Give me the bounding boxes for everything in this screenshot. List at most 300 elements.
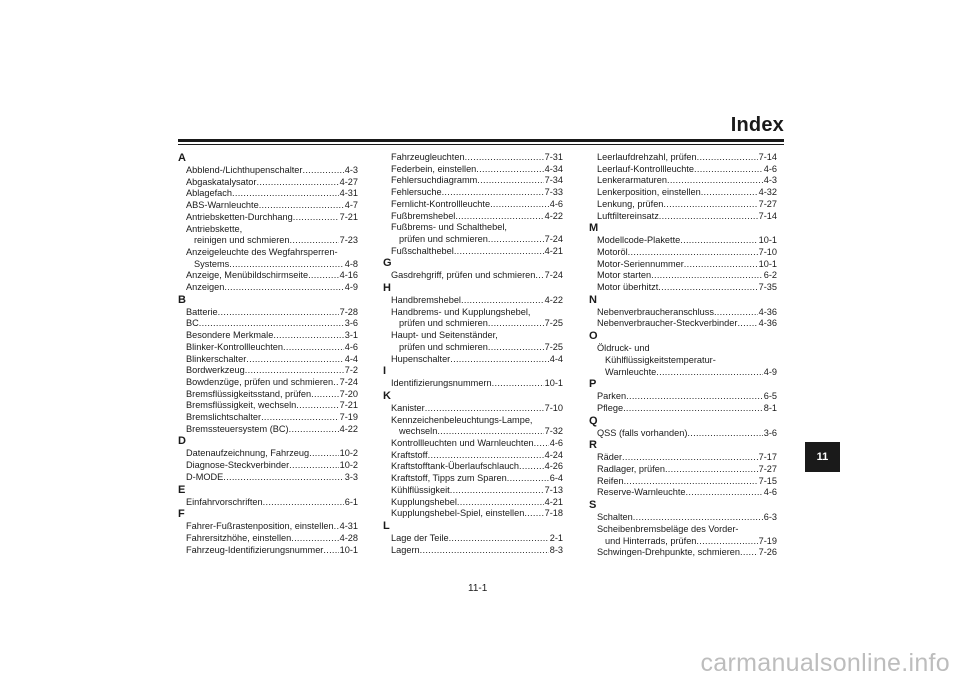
index-letter: B xyxy=(178,293,186,306)
index-entry-heading: Kennzeichenbeleuchtungs-Lampe, xyxy=(391,414,533,425)
index-entry-page: 4-7 xyxy=(344,200,358,211)
index-entry-text: Motor-Seriennummer xyxy=(597,258,684,269)
dot-leader xyxy=(311,389,339,401)
index-entry-page: 6-2 xyxy=(763,270,777,281)
dot-leader xyxy=(263,497,344,509)
page-title: Index xyxy=(730,114,784,136)
index-entry-text: Schwingen-Drehpunkte, schmieren xyxy=(597,547,740,558)
index-entry[interactable] xyxy=(178,212,358,224)
dot-leader xyxy=(290,235,339,247)
index-entry-text: Kupplungshebel xyxy=(391,496,457,507)
index-entry-page: 10-2 xyxy=(339,460,358,471)
dot-leader xyxy=(697,152,758,164)
index-entry[interactable] xyxy=(383,342,563,354)
index-entry[interactable] xyxy=(178,521,358,533)
index-entry[interactable] xyxy=(589,187,777,199)
index-entry[interactable] xyxy=(178,165,358,177)
index-entry[interactable] xyxy=(178,318,358,330)
index-entry-heading: Fußbrems- und Schalthebel, xyxy=(391,222,507,233)
index-entry-page: 4-22 xyxy=(544,210,563,221)
dot-leader xyxy=(308,270,339,282)
index-entry-page: 7-17 xyxy=(758,452,777,463)
index-entry-page: 7-21 xyxy=(339,211,358,222)
index-entry-page: 4-21 xyxy=(544,496,563,507)
index-entry[interactable] xyxy=(178,497,358,509)
index-entry[interactable] xyxy=(589,175,777,187)
index-entry[interactable] xyxy=(589,428,777,440)
dot-leader xyxy=(224,282,343,294)
dot-leader xyxy=(455,211,543,223)
index-entry-text: Anzeigen xyxy=(186,282,225,293)
index-entry-text: Pflege xyxy=(597,402,624,413)
index-entry-text: Parken xyxy=(597,391,627,402)
dot-leader xyxy=(622,452,758,464)
index-entry-text: Reserve-Warnleuchte xyxy=(597,487,686,498)
dot-leader xyxy=(623,403,763,415)
index-entry[interactable] xyxy=(178,424,358,436)
index-entry-text: Antriebsketten-Durchhang xyxy=(186,211,293,222)
dot-leader xyxy=(686,487,763,499)
index-entry-text: Bremssteuersystem (BC) xyxy=(186,423,289,434)
index-entry-page: 2-1 xyxy=(549,532,563,543)
index-entry-page: 4-21 xyxy=(544,245,563,256)
index-entry-page: 4-6 xyxy=(549,198,563,209)
index-column-1 xyxy=(178,152,358,556)
index-entry-text: reinigen und schmieren xyxy=(194,235,290,246)
index-entry-text: Leerlaufdrehzahl, prüfen xyxy=(597,152,697,162)
index-entry-text: BC xyxy=(186,318,199,329)
index-entry[interactable] xyxy=(589,259,777,271)
index-entry-page: 4-6 xyxy=(344,341,358,352)
index-entry-page: 7-35 xyxy=(758,282,777,293)
dot-leader xyxy=(492,378,544,390)
index-entry[interactable] xyxy=(178,177,358,189)
index-entry-heading: Handbrems- und Kupplungshebel, xyxy=(391,306,531,317)
dot-leader xyxy=(450,354,548,366)
dot-leader xyxy=(534,438,549,450)
index-entry-page: 7-24 xyxy=(544,270,563,281)
dot-leader xyxy=(740,547,758,559)
index-entry-page: 4-31 xyxy=(339,188,358,199)
index-entry[interactable] xyxy=(383,461,563,473)
index-entry[interactable] xyxy=(383,485,563,497)
index-entry-heading: Öldruck- und xyxy=(597,343,650,354)
index-entry[interactable] xyxy=(383,234,563,246)
index-entry[interactable] xyxy=(383,295,563,307)
dot-leader xyxy=(229,259,343,271)
dot-leader xyxy=(628,247,758,259)
dot-leader xyxy=(259,200,344,212)
index-entry[interactable] xyxy=(178,377,358,389)
index-entry-text: Ablagefach xyxy=(186,188,232,199)
index-entry-page: 7-18 xyxy=(544,508,563,519)
dot-leader xyxy=(199,318,344,330)
index-entry[interactable] xyxy=(383,270,563,282)
index-entry-text: Batterie xyxy=(186,306,218,317)
index-entry-text: Fehlersuche xyxy=(391,187,442,198)
index-entry-text: Radlager, prüfen xyxy=(597,464,665,475)
index-entry[interactable] xyxy=(589,391,777,403)
dot-leader xyxy=(519,461,544,473)
index-entry-page: 10-1 xyxy=(544,378,563,389)
index-entry-text: Einfahrvorschriften xyxy=(186,496,263,507)
watermark: carmanualsonline.info xyxy=(700,649,950,677)
index-entry-page: 10-1 xyxy=(758,235,777,246)
index-entry-text: Bordwerkzeug xyxy=(186,365,245,376)
dot-leader xyxy=(291,533,338,545)
index-entry-page: 7-19 xyxy=(758,535,777,546)
index-letter: N xyxy=(589,293,597,306)
index-entry-page: 10-1 xyxy=(339,544,358,555)
index-entry-text: Bremsflüssigkeitsstand, prüfen xyxy=(186,388,312,399)
index-letter: A xyxy=(178,152,186,164)
dot-leader xyxy=(476,164,543,176)
index-entry-page: 4-28 xyxy=(339,532,358,543)
dot-leader xyxy=(656,367,762,379)
index-entry[interactable] xyxy=(383,164,563,176)
index-entry-text: Hupenschalter xyxy=(391,353,451,364)
index-entry[interactable] xyxy=(383,473,563,485)
index-entry-page: 4-6 xyxy=(763,163,777,174)
index-entry-text: Abgaskatalysator xyxy=(186,176,257,187)
index-entry-page: 4-26 xyxy=(544,461,563,472)
index-entry-text: Fahrersitzhöhe, einstellen xyxy=(186,532,292,543)
dot-leader xyxy=(684,259,758,271)
dot-leader xyxy=(261,412,339,424)
dot-leader xyxy=(293,212,339,224)
index-entry-text: Lenkung, prüfen xyxy=(597,198,664,209)
index-entry-text: Warnleuchte xyxy=(605,366,657,377)
header-rule-thin xyxy=(178,144,784,145)
index-letter: H xyxy=(383,282,391,295)
index-entry-page: 3-6 xyxy=(763,427,777,438)
dot-leader xyxy=(524,508,543,520)
index-entry-text: Kraftstofftank-Überlaufschlauch xyxy=(391,461,520,472)
index-entry[interactable] xyxy=(383,318,563,330)
index-letter: S xyxy=(589,499,597,512)
index-entry-text: Fußbremshebel xyxy=(391,210,456,221)
index-entry-text: Kanister xyxy=(391,402,425,413)
index-entry-page: 4-22 xyxy=(544,295,563,306)
index-entry-page: 7-32 xyxy=(544,426,563,437)
index-entry[interactable] xyxy=(383,199,563,211)
index-entry[interactable] xyxy=(178,448,358,460)
index-entry-page: 7-23 xyxy=(339,235,358,246)
index-entry-text: Abblend-/Lichthupenschalter xyxy=(186,165,303,175)
index-entry-page: 3-6 xyxy=(344,318,358,329)
index-entry-page: 4-3 xyxy=(763,175,777,186)
index-letter: I xyxy=(383,365,387,378)
index-entry[interactable] xyxy=(383,378,563,390)
index-entry[interactable] xyxy=(383,545,563,557)
dot-leader xyxy=(665,464,758,476)
index-entry-text: Motor überhitzt xyxy=(597,282,659,293)
index-entry[interactable] xyxy=(178,307,358,319)
dot-leader xyxy=(680,235,757,247)
index-entry-heading: Haupt- und Seitenständer, xyxy=(391,330,498,341)
index-entry-page: 7-10 xyxy=(758,246,777,257)
index-entry-page: 7-2 xyxy=(344,365,358,376)
index-entry-text: Blinkerschalter xyxy=(186,353,247,364)
index-entry-text: Kontrollleuchten und Warnleuchten xyxy=(391,438,534,449)
dot-leader xyxy=(624,476,758,488)
index-letter: F xyxy=(178,508,185,521)
index-entry-text: Bremsflüssigkeit, wechseln xyxy=(186,400,297,411)
index-entry[interactable] xyxy=(589,476,777,488)
index-letter: E xyxy=(178,483,186,496)
chapter-tab[interactable]: 11 xyxy=(805,442,840,472)
index-entry[interactable] xyxy=(589,270,777,282)
index-entry-page: 4-4 xyxy=(344,353,358,364)
index-entry-page: 7-14 xyxy=(758,210,777,221)
index-letter: G xyxy=(383,257,392,270)
index-entry[interactable] xyxy=(589,487,777,499)
index-entry-text: Kraftstoff, Tipps zum Sparen xyxy=(391,473,507,484)
dot-leader xyxy=(289,424,339,436)
index-entry-page: 7-33 xyxy=(544,187,563,198)
dot-leader xyxy=(232,188,339,200)
index-letter: Q xyxy=(589,414,598,427)
index-entry-page: 4-16 xyxy=(339,270,358,281)
dot-leader xyxy=(461,295,544,307)
index-entry[interactable] xyxy=(589,403,777,415)
index-entry[interactable] xyxy=(178,389,358,401)
index-entry-page: 7-24 xyxy=(544,233,563,244)
index-entry[interactable] xyxy=(589,282,777,294)
index-entry-text: Luftfiltereinsatz xyxy=(597,210,659,221)
dot-leader xyxy=(626,391,763,403)
index-entry-page: 8-1 xyxy=(763,402,777,413)
index-entry-text: prüfen und schmieren xyxy=(399,233,488,244)
index-entry[interactable] xyxy=(589,247,777,259)
index-entry-heading: Kühlflüssigkeitstemperatur- xyxy=(605,354,716,365)
index-entry-page: 4-9 xyxy=(763,366,777,377)
index-entry-text: Lenkerposition, einstellen xyxy=(597,187,701,198)
dot-leader xyxy=(701,187,758,199)
dot-leader xyxy=(633,512,763,524)
index-entry-page: 7-19 xyxy=(339,412,358,423)
index-entry[interactable] xyxy=(589,536,777,548)
index-entry-text: D-MODE xyxy=(186,471,224,482)
index-entry-text: wechseln xyxy=(399,426,438,437)
index-entry[interactable] xyxy=(383,533,563,545)
dot-leader xyxy=(420,545,549,557)
index-entry-page: 6-3 xyxy=(763,512,777,523)
dot-leader xyxy=(428,450,544,462)
index-entry[interactable] xyxy=(589,367,777,379)
index-entry-page: 4-22 xyxy=(339,423,358,434)
index-entry-text: Kraftstoff xyxy=(391,449,428,460)
index-entry-page: 4-32 xyxy=(758,187,777,198)
index-entry[interactable] xyxy=(178,330,358,342)
index-entry[interactable] xyxy=(178,200,358,212)
index-entry-text: Fehlersuchdiagramm xyxy=(391,175,478,186)
index-entry-text: Besondere Merkmale xyxy=(186,330,274,341)
index-letter: R xyxy=(589,439,597,452)
index-entry-text: Leerlauf-Kontrollleuchte xyxy=(597,163,695,174)
index-entry-page: 4-36 xyxy=(758,318,777,329)
index-entry-page: 7-28 xyxy=(339,306,358,317)
index-entry-page: 7-31 xyxy=(544,152,563,162)
index-letter: O xyxy=(589,330,598,343)
index-entry[interactable] xyxy=(383,508,563,520)
index-entry[interactable] xyxy=(178,533,358,545)
index-entry-page: 4-9 xyxy=(344,282,358,293)
index-entry[interactable] xyxy=(589,464,777,476)
index-entry-text: QSS (falls vorhanden) xyxy=(597,427,688,438)
index-entry[interactable] xyxy=(178,400,358,412)
index-entry-page: 4-6 xyxy=(763,487,777,498)
index-entry[interactable] xyxy=(383,175,563,187)
dot-leader xyxy=(663,199,757,211)
index-entry[interactable] xyxy=(589,235,777,247)
dot-leader xyxy=(437,426,543,438)
index-entry[interactable] xyxy=(589,199,777,211)
index-entry-page: 7-13 xyxy=(544,484,563,495)
dot-leader xyxy=(246,354,343,366)
index-letter: L xyxy=(383,519,390,532)
index-entry[interactable] xyxy=(383,438,563,450)
index-entry[interactable] xyxy=(178,365,358,377)
dot-leader xyxy=(296,400,338,412)
index-entry-text: Räder xyxy=(597,452,623,463)
index-entry[interactable] xyxy=(178,412,358,424)
dot-leader xyxy=(714,307,758,319)
index-entry-text: Systems xyxy=(194,258,230,269)
dot-leader xyxy=(457,497,544,509)
index-entry-page: 6-5 xyxy=(763,391,777,402)
index-entry[interactable] xyxy=(383,497,563,509)
index-entry[interactable] xyxy=(383,450,563,462)
index-entry[interactable] xyxy=(178,460,358,472)
dot-leader xyxy=(535,270,543,282)
index-entry-text: Gasdrehgriff, prüfen und schmieren xyxy=(391,270,536,281)
index-entry-text: Fahrzeugleuchten xyxy=(391,152,465,162)
index-entry-page: 10-2 xyxy=(339,448,358,459)
index-column-2 xyxy=(383,152,563,556)
index-entry-heading: Antriebskette, xyxy=(186,223,243,234)
dot-leader xyxy=(694,164,763,176)
index-entry[interactable] xyxy=(589,164,777,176)
index-entry-page: 3-1 xyxy=(344,330,358,341)
index-entry-page: 7-15 xyxy=(758,475,777,486)
index-entry[interactable] xyxy=(178,282,358,294)
index-letter: P xyxy=(589,378,597,391)
index-entry[interactable] xyxy=(589,318,777,330)
index-entry-text: Federbein, einstellen xyxy=(391,163,477,174)
index-entry[interactable] xyxy=(178,545,358,557)
dot-leader xyxy=(659,211,758,223)
index-entry-page: 3-3 xyxy=(344,471,358,482)
index-entry[interactable] xyxy=(589,307,777,319)
index-entry-text: Datenaufzeichnung, Fahrzeug xyxy=(186,448,310,459)
index-entry[interactable] xyxy=(589,452,777,464)
index-letter: M xyxy=(589,222,599,235)
index-entry-text: Modellcode-Plakette xyxy=(597,235,681,246)
index-entry[interactable] xyxy=(383,152,563,164)
dot-leader xyxy=(490,199,549,211)
index-entry[interactable] xyxy=(178,270,358,282)
index-entry-page: 4-3 xyxy=(344,165,358,175)
index-entry-text: Nebenverbraucher-Steckverbinder xyxy=(597,318,738,329)
dot-leader xyxy=(488,234,544,246)
dot-leader xyxy=(687,428,762,440)
index-entry[interactable] xyxy=(178,235,358,247)
dot-leader xyxy=(442,187,544,199)
dot-leader xyxy=(488,318,544,330)
dot-leader xyxy=(245,365,344,377)
page-number: 11-1 xyxy=(468,583,488,594)
index-entry[interactable] xyxy=(178,354,358,366)
index-entry[interactable] xyxy=(383,187,563,199)
index-entry[interactable] xyxy=(589,211,777,223)
dot-leader xyxy=(696,536,757,548)
index-entry-page: 6-1 xyxy=(344,496,358,507)
index-entry[interactable] xyxy=(383,354,563,366)
index-entry-text: Lenkerarmaturen xyxy=(597,175,667,186)
index-entry-text: prüfen und schmieren xyxy=(399,341,488,352)
dot-leader xyxy=(256,177,338,189)
index-entry-page: 7-20 xyxy=(339,388,358,399)
index-entry-page: 7-10 xyxy=(544,402,563,413)
index-entry[interactable] xyxy=(589,547,777,559)
index-entry[interactable] xyxy=(178,188,358,200)
index-entry-text: Motoröl xyxy=(597,246,628,257)
index-entry[interactable] xyxy=(383,246,563,258)
index-entry[interactable] xyxy=(589,152,777,164)
index-entry-text: Lagern xyxy=(391,544,420,555)
index-entry[interactable] xyxy=(383,211,563,223)
index-entry-text: Fahrer-Fußrastenposition, einstellen xyxy=(186,521,334,532)
index-entry-text: Fernlicht-Kontrollleuchte xyxy=(391,198,491,209)
index-entry[interactable] xyxy=(589,512,777,524)
index-entry[interactable] xyxy=(383,426,563,438)
index-entry-text: Reifen xyxy=(597,475,624,486)
index-entry-page: 7-24 xyxy=(339,376,358,387)
dot-leader xyxy=(454,246,544,258)
index-entry-page: 7-27 xyxy=(758,464,777,475)
index-entry-page: 7-26 xyxy=(758,547,777,558)
index-entry-page: 4-4 xyxy=(549,353,563,364)
index-entry-page: 7-27 xyxy=(758,198,777,209)
index-entry-text: Bowdenzüge, prüfen und schmieren xyxy=(186,376,334,387)
dot-leader xyxy=(477,175,543,187)
index-entry-page: 7-25 xyxy=(544,341,563,352)
dot-leader xyxy=(283,342,344,354)
index-letter: K xyxy=(383,389,391,402)
index-entry-page: 10-1 xyxy=(758,258,777,269)
dot-leader xyxy=(737,318,757,330)
index-entry[interactable] xyxy=(383,403,563,415)
dot-leader xyxy=(302,165,343,177)
index-entry-text: Nebenverbraucheranschluss xyxy=(597,306,714,317)
dot-leader xyxy=(323,545,338,557)
index-entry-text: Identifizierungsnummern xyxy=(391,378,492,389)
index-entry-text: und Hinterrads, prüfen xyxy=(605,535,697,546)
dot-leader xyxy=(667,175,763,187)
index-entry[interactable] xyxy=(178,259,358,271)
dot-leader xyxy=(425,403,544,415)
dot-leader xyxy=(658,282,757,294)
index-entry-text: Schalten xyxy=(597,512,633,523)
index-entry[interactable] xyxy=(178,472,358,484)
index-entry-text: Diagnose-Steckverbinder xyxy=(186,460,290,471)
index-entry-page: 6-4 xyxy=(549,473,563,484)
index-entry-page: 8-3 xyxy=(549,544,563,555)
index-entry-page: 7-34 xyxy=(544,175,563,186)
index-entry[interactable] xyxy=(178,342,358,354)
index-letter: D xyxy=(178,435,186,448)
